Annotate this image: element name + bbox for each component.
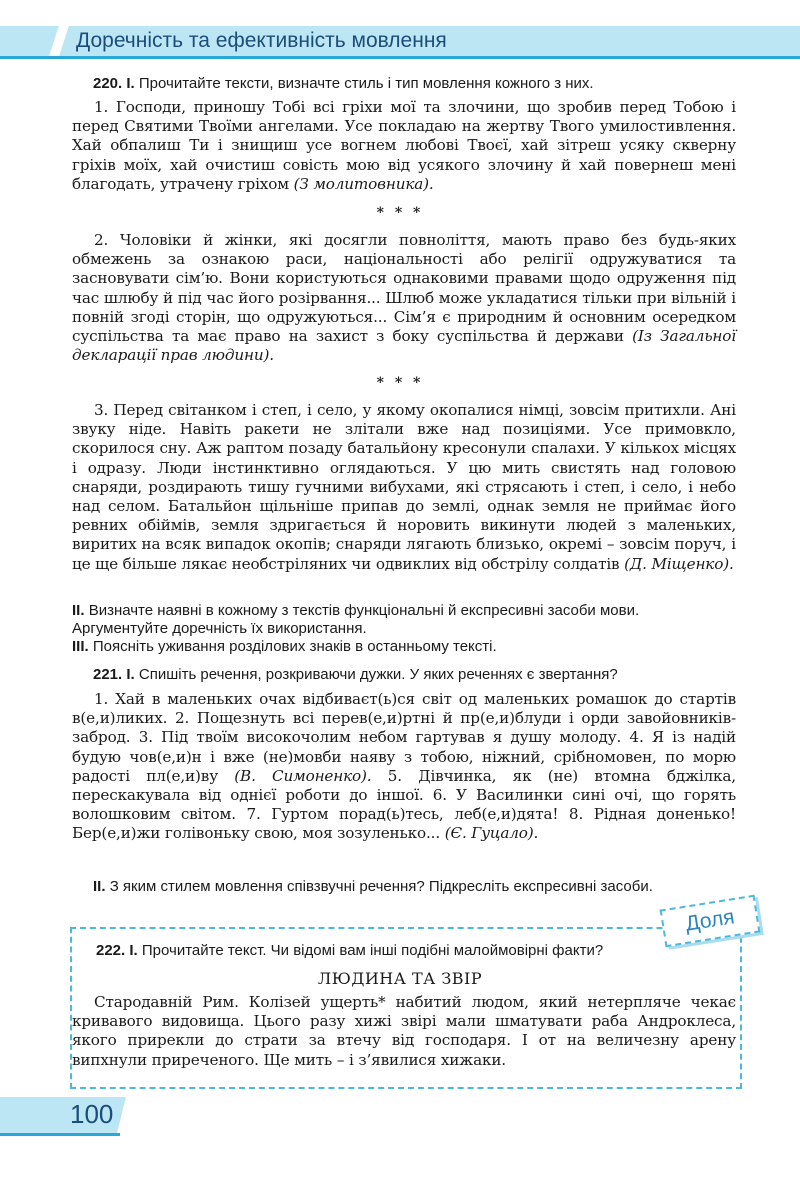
story-text: Стародавній Рим. Колізей ущерть* набитий людом, який нетерпляче чекає кривавого видовища. Цього разу хижі звірі мали шматувати раба Андроклеса, якого прирекли до страти за втечу від господаря. І от на величезну арену випхнули приреченого. Ще мить – і з’явилися хижаки. <box>72 993 736 1069</box>
exercise-221-number: 221. І. <box>93 666 135 683</box>
text-1-source: (З молитовника). <box>293 174 434 193</box>
sentences-5-8: 5. Дівчинка, як (не) втомна бджілка, перескакувала від однієї роботи до іншої. 6. У Василинки сині очі, що горять волошковим світом. 7. Гуртом порад(ь)тесь, леб(е,и)дята! 8. Рідная доненько! Бер(е,и)жи голівоньку свою, моя зозуленько... <box>72 766 736 843</box>
text-3-body: 3. Перед світанком і степ, і село, у якому окопалися німці, зовсім притихли. Ані звуку ніде. Навіть ракети не злітали вже над позиціями. Усе примовкло, скорилося сну. Аж раптом позаду батальйону кресонули спалахи. У кількох місцях і одразу. Люди інстинктивно оглядаються. У цю мить свистять над головою снаряди, роздирають тишу гучними вибухами, які стрясають і степ, і село, і небо над селом. Батальйон щільніше припав до землі, однак земля не приймає його ревних обіймів, земля здригається й норовить викинути людей з маленьких, виритих на всяк випадок окопів; снаряди лягають близько, окремі – зовсім поруч, і це ще більше лякає необстріляних чи одвиклих від обстрілу солдатів <box>72 401 736 573</box>
exercise-221-task <box>93 665 618 685</box>
task-2-line-2: Аргументуйте доречність їх використання. <box>72 620 367 637</box>
task-3-text: Поясніть уживання розділових знаків в останньому тексті. <box>92 638 497 655</box>
header-stripe <box>0 56 800 59</box>
separator-2: * * * <box>376 375 424 391</box>
source-hutsalo: (Є. Гуцало). <box>444 824 539 843</box>
exercise-220-instruction: Прочитайте тексти, визначте стиль і тип мовлення кожного з них. <box>138 75 594 92</box>
task-2-number: ІІ. <box>72 602 85 619</box>
exercise-222-task <box>96 941 603 961</box>
source-simonenko: (В. Симоненко). <box>234 766 372 785</box>
exercise-220-task-2 <box>72 602 639 620</box>
story-title: ЛЮДИНА ТА ЗВІР <box>317 969 483 988</box>
exercise-220-task-3 <box>72 638 497 656</box>
text-2-source: (Із Загальної декларації прав людини). <box>72 327 736 365</box>
page-number-stripe <box>0 1133 120 1136</box>
exercise-220-number: 220. І. <box>93 75 135 92</box>
running-header <box>0 26 800 56</box>
sentences-1-4: 1. Хай в маленьких очах відбиваєт(ь)ся світ од маленьких ромашок до стартів в(е,и)ликих. 2. Пощезнуть всі перев(е,и)ртні й пр(е,и)блуди і орди завойовників-заброд. 3. Під твоїм високочолим небом гартував я душу молоду. 4. Я із надій будую чов(е,и)н і вже (не)мовби наяву з тобою, ніжний, срібномовен, по морю радості пл(е,и)ву <box>72 690 736 785</box>
text-2 <box>72 231 736 365</box>
exercise-221-task-2-number: ІІ. <box>93 878 106 895</box>
exercise-221-sentences <box>72 690 736 844</box>
fate-tag-label: Доля <box>683 905 737 936</box>
page-number: 100 <box>70 1099 114 1129</box>
exercise-221-task-2-text: З яким стилем мовлення співзвучні речення? Підкресліть експресивні засоби. <box>109 878 653 895</box>
text-1 <box>72 98 736 194</box>
text-1-body: 1. Господи, приношу Тобі всі гріхи мої та злочини, що зробив перед Тобою і перед Святими Твоїми ангелами. Усе покладаю на жертву Твого умилостивлення. Хай обпалиш Ти і знищиш усе вогнем любові Твоєї, хай зітреш усяку скверну гріхів моїх, хай очистиш совість мою від усякого злочину й хай повернеш мені благодать, утрачену гріхом <box>72 98 736 193</box>
exercise-222-number: 222. І. <box>96 942 138 959</box>
separator-1: * * * <box>376 205 424 221</box>
text-3 <box>72 401 736 574</box>
task-3-number: ІІІ. <box>72 638 89 655</box>
section-title: Доречність та ефективність мовлення <box>76 29 447 52</box>
text-2-body: 2. Чоловіки й жінки, які досягли повноліття, мають право без будь-яких обмежень за ознакою раси, національності або релігії одружуватися та засновувати сім’ю. Вони користуються однаковими правами щодо одруження під час шлюбу й під час його розірвання... Шлюб може укладатися тільки при вільній і повній згоді сторін, що одружуються... Сім’я є природним й основним осередком суспільства та має право на захист з боку суспільства й держави <box>72 231 736 346</box>
exercise-221-instruction: Спишіть речення, розкриваючи дужки. У яких реченнях є звертання? <box>138 666 618 683</box>
fate-tag <box>660 895 761 948</box>
exercise-221-task-2 <box>93 878 653 896</box>
exercise-220-task <box>93 74 594 94</box>
task-2-line-1: Визначте наявні в кожному з текстів функціональні й експресивні засоби мови. <box>88 602 640 619</box>
exercise-222-instruction: Прочитайте текст. Чи відомі вам інші подібні малоймовірні факти? <box>141 942 604 959</box>
text-3-source: (Д. Міщенко). <box>624 554 734 573</box>
